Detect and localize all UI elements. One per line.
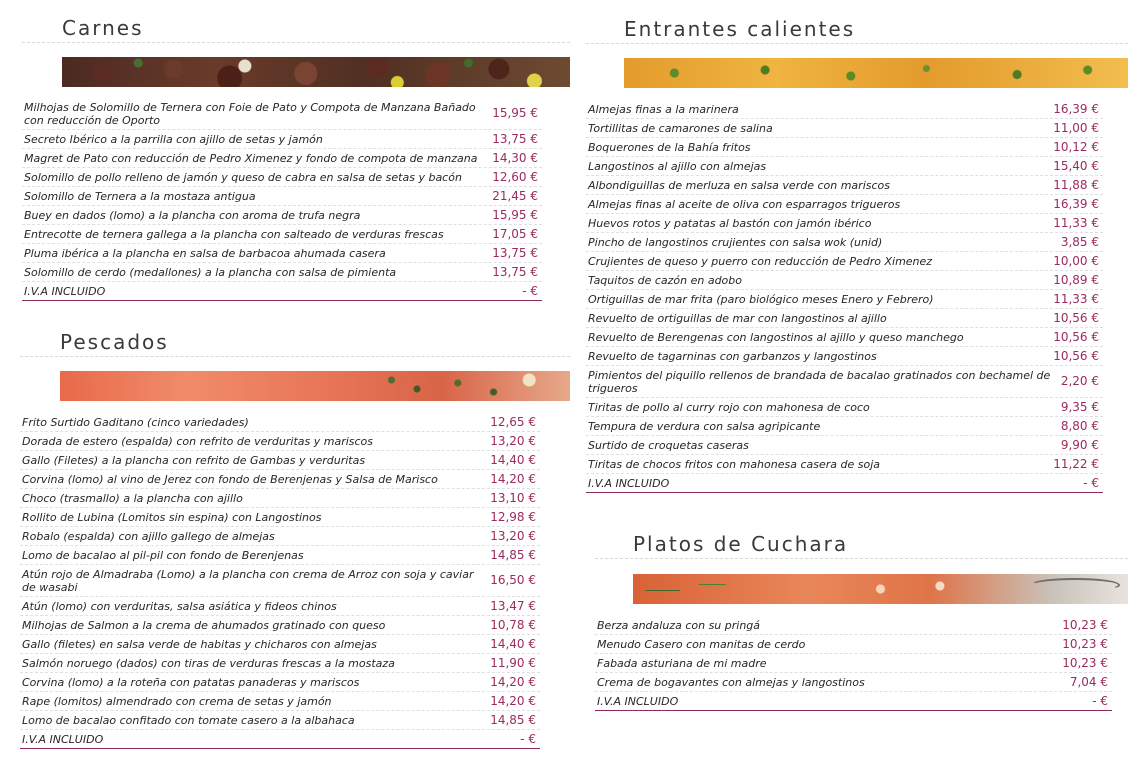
dish-price: 8,80 € — [1060, 418, 1099, 433]
dish-name: Ortiguillas de mar frita (paro biológico meses Enero y Febrero) — [588, 292, 934, 306]
menu-item — [20, 673, 540, 692]
menu-item — [586, 214, 1103, 233]
menu-item — [20, 597, 540, 616]
dish-name: Choco (trasmallo) a la plancha con ajillo — [22, 491, 243, 505]
dish-name: Solomillo de cerdo (medallones) a la plancha con salsa de pimienta — [24, 265, 397, 279]
dish-price: 16,39 € — [1053, 101, 1099, 116]
fish-dish-image — [60, 371, 570, 401]
dish-name: Robalo (espalda) con ajillo gallego de almejas — [22, 529, 275, 543]
menu-item — [586, 398, 1103, 417]
dish-price: 10,23 € — [1062, 655, 1108, 670]
dish-name: Surtido de croquetas caseras — [588, 438, 749, 452]
dish-price: 10,23 € — [1062, 617, 1108, 632]
menu-item — [586, 271, 1103, 290]
dish-name: Magret de Pato con reducción de Pedro Ximenez y fondo de compota de manzana — [24, 151, 478, 165]
dish-name: Revuelto de tagarninas con garbanzos y langostinos — [588, 349, 877, 363]
menu-item — [20, 616, 540, 635]
banner-image-pescados — [60, 371, 570, 401]
iva-label: I.V.A INCLUIDO — [588, 476, 670, 490]
dish-name: Atún (lomo) con verduritas, salsa asiática y fideos chinos — [22, 599, 337, 613]
dish-name: Menudo Casero con manitas de cerdo — [597, 637, 806, 651]
dish-price: 16,39 € — [1053, 196, 1099, 211]
menu-item — [20, 508, 540, 527]
dish-price: 3,85 € — [1060, 234, 1099, 249]
dish-price: 17,05 € — [492, 226, 538, 241]
dish-name: Buey en dados (lomo) a la plancha con aroma de trufa negra — [24, 208, 361, 222]
dish-price: 10,56 € — [1053, 310, 1099, 325]
dish-price: 15,95 € — [492, 106, 538, 120]
section-title-carnes: Carnes — [22, 16, 570, 43]
spoon-icon — [1030, 578, 1120, 592]
menu-item — [595, 635, 1112, 654]
menu-list-carnes — [22, 98, 542, 301]
menu-item — [22, 206, 542, 225]
iva-value: - € — [1092, 693, 1108, 708]
menu-item — [586, 100, 1103, 119]
dish-name: Pluma ibérica a la plancha en salsa de barbacoa ahumada casera — [24, 246, 386, 260]
dish-price: 14,20 € — [490, 693, 536, 708]
menu-item — [22, 187, 542, 206]
menu-item — [586, 417, 1103, 436]
dish-name: Tiritas de chocos fritos con mahonesa casera de soja — [588, 457, 881, 471]
dish-price: 11,33 € — [1053, 291, 1099, 306]
dish-name: Corvina (lomo) a la roteña con patatas panaderas y mariscos — [22, 675, 360, 689]
menu-list-pescados — [20, 413, 540, 749]
dish-name: Dorada de estero (espalda) con refrito de verduritas y mariscos — [22, 434, 374, 448]
dish-price: 15,40 € — [1053, 158, 1099, 173]
dish-price: 13,20 € — [490, 433, 536, 448]
menu-item — [586, 195, 1103, 214]
dish-name: Almejas finas a la marinera — [588, 102, 739, 116]
dish-price: 14,40 € — [490, 636, 536, 651]
menu-item — [20, 527, 540, 546]
section-pescados — [20, 326, 570, 756]
dish-price: 14,20 € — [490, 471, 536, 486]
iva-label: I.V.A INCLUIDO — [24, 284, 106, 298]
menu-item — [586, 347, 1103, 366]
section-carnes — [22, 12, 570, 312]
dish-name: Albondiguillas de merluza en salsa verde con mariscos — [588, 178, 890, 192]
dish-price: 10,56 € — [1053, 329, 1099, 344]
meat-dish-image — [62, 57, 570, 87]
dish-name: Frito Surtido Gaditano (cinco variedades) — [22, 415, 249, 429]
menu-item — [586, 309, 1103, 328]
iva-row — [595, 692, 1112, 711]
dish-name: Lomo de bacalao confitado con tomate casero a la albahaca — [22, 713, 355, 727]
dish-name: Milhojas de Solomillo de Ternera con Foie de Pato y Compota de Manzana Bañado con reducción de Oporto — [24, 100, 476, 127]
dish-name: Berza andaluza con su pringá — [597, 618, 761, 632]
dish-name: Lomo de bacalao al pil-pil con fondo de Berenjenas — [22, 548, 304, 562]
menu-item — [22, 130, 542, 149]
dish-price: 7,04 € — [1069, 674, 1108, 689]
dish-name: Revuelto de Berengenas con langostinos al ajillo y queso manchego — [588, 330, 964, 344]
dish-price: 10,56 € — [1053, 348, 1099, 363]
dish-price: 11,22 € — [1053, 456, 1099, 471]
iva-row — [586, 474, 1103, 493]
dish-name: Tortillitas de camarones de salina — [588, 121, 773, 135]
menu-item — [586, 119, 1103, 138]
dish-price: 14,30 € — [492, 150, 538, 165]
dish-name: Rape (lomitos) almendrado con crema de setas y jamón — [22, 694, 332, 708]
menu-item — [586, 233, 1103, 252]
menu-item — [22, 225, 542, 244]
iva-value: - € — [522, 283, 538, 298]
menu-item — [20, 470, 540, 489]
menu-item — [20, 451, 540, 470]
dish-price: 2,20 € — [1060, 374, 1099, 388]
dish-name: Langostinos al ajillo con almejas — [588, 159, 767, 173]
dish-price: 12,98 € — [490, 509, 536, 524]
dish-name: Boquerones de la Bahía fritos — [588, 140, 751, 154]
menu-item — [586, 328, 1103, 347]
section-entrantes — [586, 12, 1128, 502]
dish-price: 10,78 € — [490, 617, 536, 632]
dish-price: 14,20 € — [490, 674, 536, 689]
section-cuchara — [595, 530, 1128, 720]
menu-item — [586, 455, 1103, 474]
dish-name: Crema de bogavantes con almejas y langostinos — [597, 675, 865, 689]
menu-item — [20, 413, 540, 432]
menu-item — [20, 489, 540, 508]
iva-row — [20, 730, 540, 749]
dish-price: 15,95 € — [492, 207, 538, 222]
banner-image-carnes — [62, 57, 570, 87]
dish-name: Tiritas de pollo al curry rojo con mahonesa de coco — [588, 400, 870, 414]
dish-price: 13,47 € — [490, 598, 536, 613]
dish-price: 10,23 € — [1062, 636, 1108, 651]
dish-name: Entrecotte de ternera gallega a la plancha con salteado de verduras frescas — [24, 227, 444, 241]
menu-list-entrantes — [586, 100, 1103, 493]
menu-item — [586, 252, 1103, 271]
dish-name: Secreto Ibérico a la parrilla con ajillo de setas y jamón — [24, 132, 323, 146]
dish-price: 12,60 € — [492, 169, 538, 184]
dish-price: 9,90 € — [1060, 437, 1099, 452]
dish-price: 10,89 € — [1053, 272, 1099, 287]
menu-item — [586, 176, 1103, 195]
dish-price: 14,85 € — [490, 712, 536, 727]
menu-list-cuchara — [595, 616, 1112, 711]
dish-name: Pimientos del piquillo rellenos de brandada de bacalao gratinados con bechamel de trigueros — [588, 368, 1051, 395]
dish-name: Solomillo de pollo relleno de jamón y queso de cabra en salsa de setas y bacón — [24, 170, 462, 184]
dish-name: Atún rojo de Almadraba (Lomo) a la plancha con crema de Arroz con soja y caviar de wasabi — [22, 567, 474, 594]
dish-price: 13,75 € — [492, 245, 538, 260]
dish-name: Crujientes de queso y puerro con reducción de Pedro Ximenez — [588, 254, 933, 268]
dish-name: Salmón noruego (dados) con tiras de verduras frescas a la mostaza — [22, 656, 395, 670]
dish-price: 12,65 € — [490, 414, 536, 429]
dish-price: 16,50 € — [490, 573, 536, 587]
dish-name: Solomillo de Ternera a la mostaza antigua — [24, 189, 256, 203]
dish-name: Pincho de langostinos crujientes con salsa wok (unid) — [588, 235, 883, 249]
dish-name: Revuelto de ortiguillas de mar con langostinos al ajillo — [588, 311, 887, 325]
section-title-pescados: Pescados — [20, 330, 570, 357]
iva-row — [22, 282, 542, 301]
dish-name: Corvina (lomo) al vino de Jerez con fondo de Berenjenas y Salsa de Marisco — [22, 472, 438, 486]
dish-price: 14,40 € — [490, 452, 536, 467]
banner-image-entrantes — [624, 58, 1128, 88]
menu-item — [586, 138, 1103, 157]
iva-label: I.V.A INCLUIDO — [22, 732, 104, 746]
dish-name: Almejas finas al aceite de oliva con esparragos trigueros — [588, 197, 901, 211]
dish-price: 11,33 € — [1053, 215, 1099, 230]
dish-name: Gallo (filetes) en salsa verde de habitas y chicharos con almejas — [22, 637, 377, 651]
iva-value: - € — [1083, 475, 1099, 490]
dish-price: 13,10 € — [490, 490, 536, 505]
dish-name: Milhojas de Salmon a la crema de ahumados gratinado con queso — [22, 618, 386, 632]
menu-item — [22, 244, 542, 263]
menu-item — [22, 263, 542, 282]
dish-price: 10,00 € — [1053, 253, 1099, 268]
menu-item — [22, 149, 542, 168]
menu-item — [20, 565, 540, 597]
fried-dish-image — [624, 58, 1128, 88]
dish-price: 11,88 € — [1053, 177, 1099, 192]
dish-name: Tempura de verdura con salsa agripicante — [588, 419, 821, 433]
dish-price: 9,35 € — [1060, 399, 1099, 414]
iva-value: - € — [520, 731, 536, 746]
dish-name: Huevos rotos y patatas al bastón con jamón ibérico — [588, 216, 872, 230]
menu-item — [595, 654, 1112, 673]
banner-image-cuchara — [633, 574, 1128, 604]
iva-label: I.V.A INCLUIDO — [597, 694, 679, 708]
dish-name: Rollito de Lubina (Lomitos sin espina) con Langostinos — [22, 510, 322, 524]
menu-item — [586, 290, 1103, 309]
menu-item — [20, 635, 540, 654]
dish-name: Gallo (Filetes) a la plancha con refrito de Gambas y verduritas — [22, 453, 366, 467]
dish-price: 13,75 € — [492, 264, 538, 279]
dish-name: Taquitos de cazón en adobo — [588, 273, 742, 287]
section-title-cuchara: Platos de Cuchara — [595, 532, 1128, 559]
menu-item — [20, 546, 540, 565]
menu-item — [20, 432, 540, 451]
dish-price: 11,90 € — [490, 655, 536, 670]
dish-price: 21,45 € — [492, 188, 538, 203]
menu-item — [22, 98, 542, 130]
dish-price: 13,20 € — [490, 528, 536, 543]
dish-price: 10,12 € — [1053, 139, 1099, 154]
menu-item — [586, 436, 1103, 455]
menu-item — [595, 673, 1112, 692]
dish-price: 11,00 € — [1053, 120, 1099, 135]
menu-item — [20, 711, 540, 730]
menu-item — [22, 168, 542, 187]
menu-item — [20, 692, 540, 711]
menu-item — [586, 157, 1103, 176]
section-title-entrantes: Entrantes calientes — [586, 17, 1128, 44]
menu-item — [20, 654, 540, 673]
menu-item — [586, 366, 1103, 398]
dish-price: 14,85 € — [490, 547, 536, 562]
menu-item — [595, 616, 1112, 635]
dish-price: 13,75 € — [492, 131, 538, 146]
dish-name: Fabada asturiana de mi madre — [597, 656, 767, 670]
